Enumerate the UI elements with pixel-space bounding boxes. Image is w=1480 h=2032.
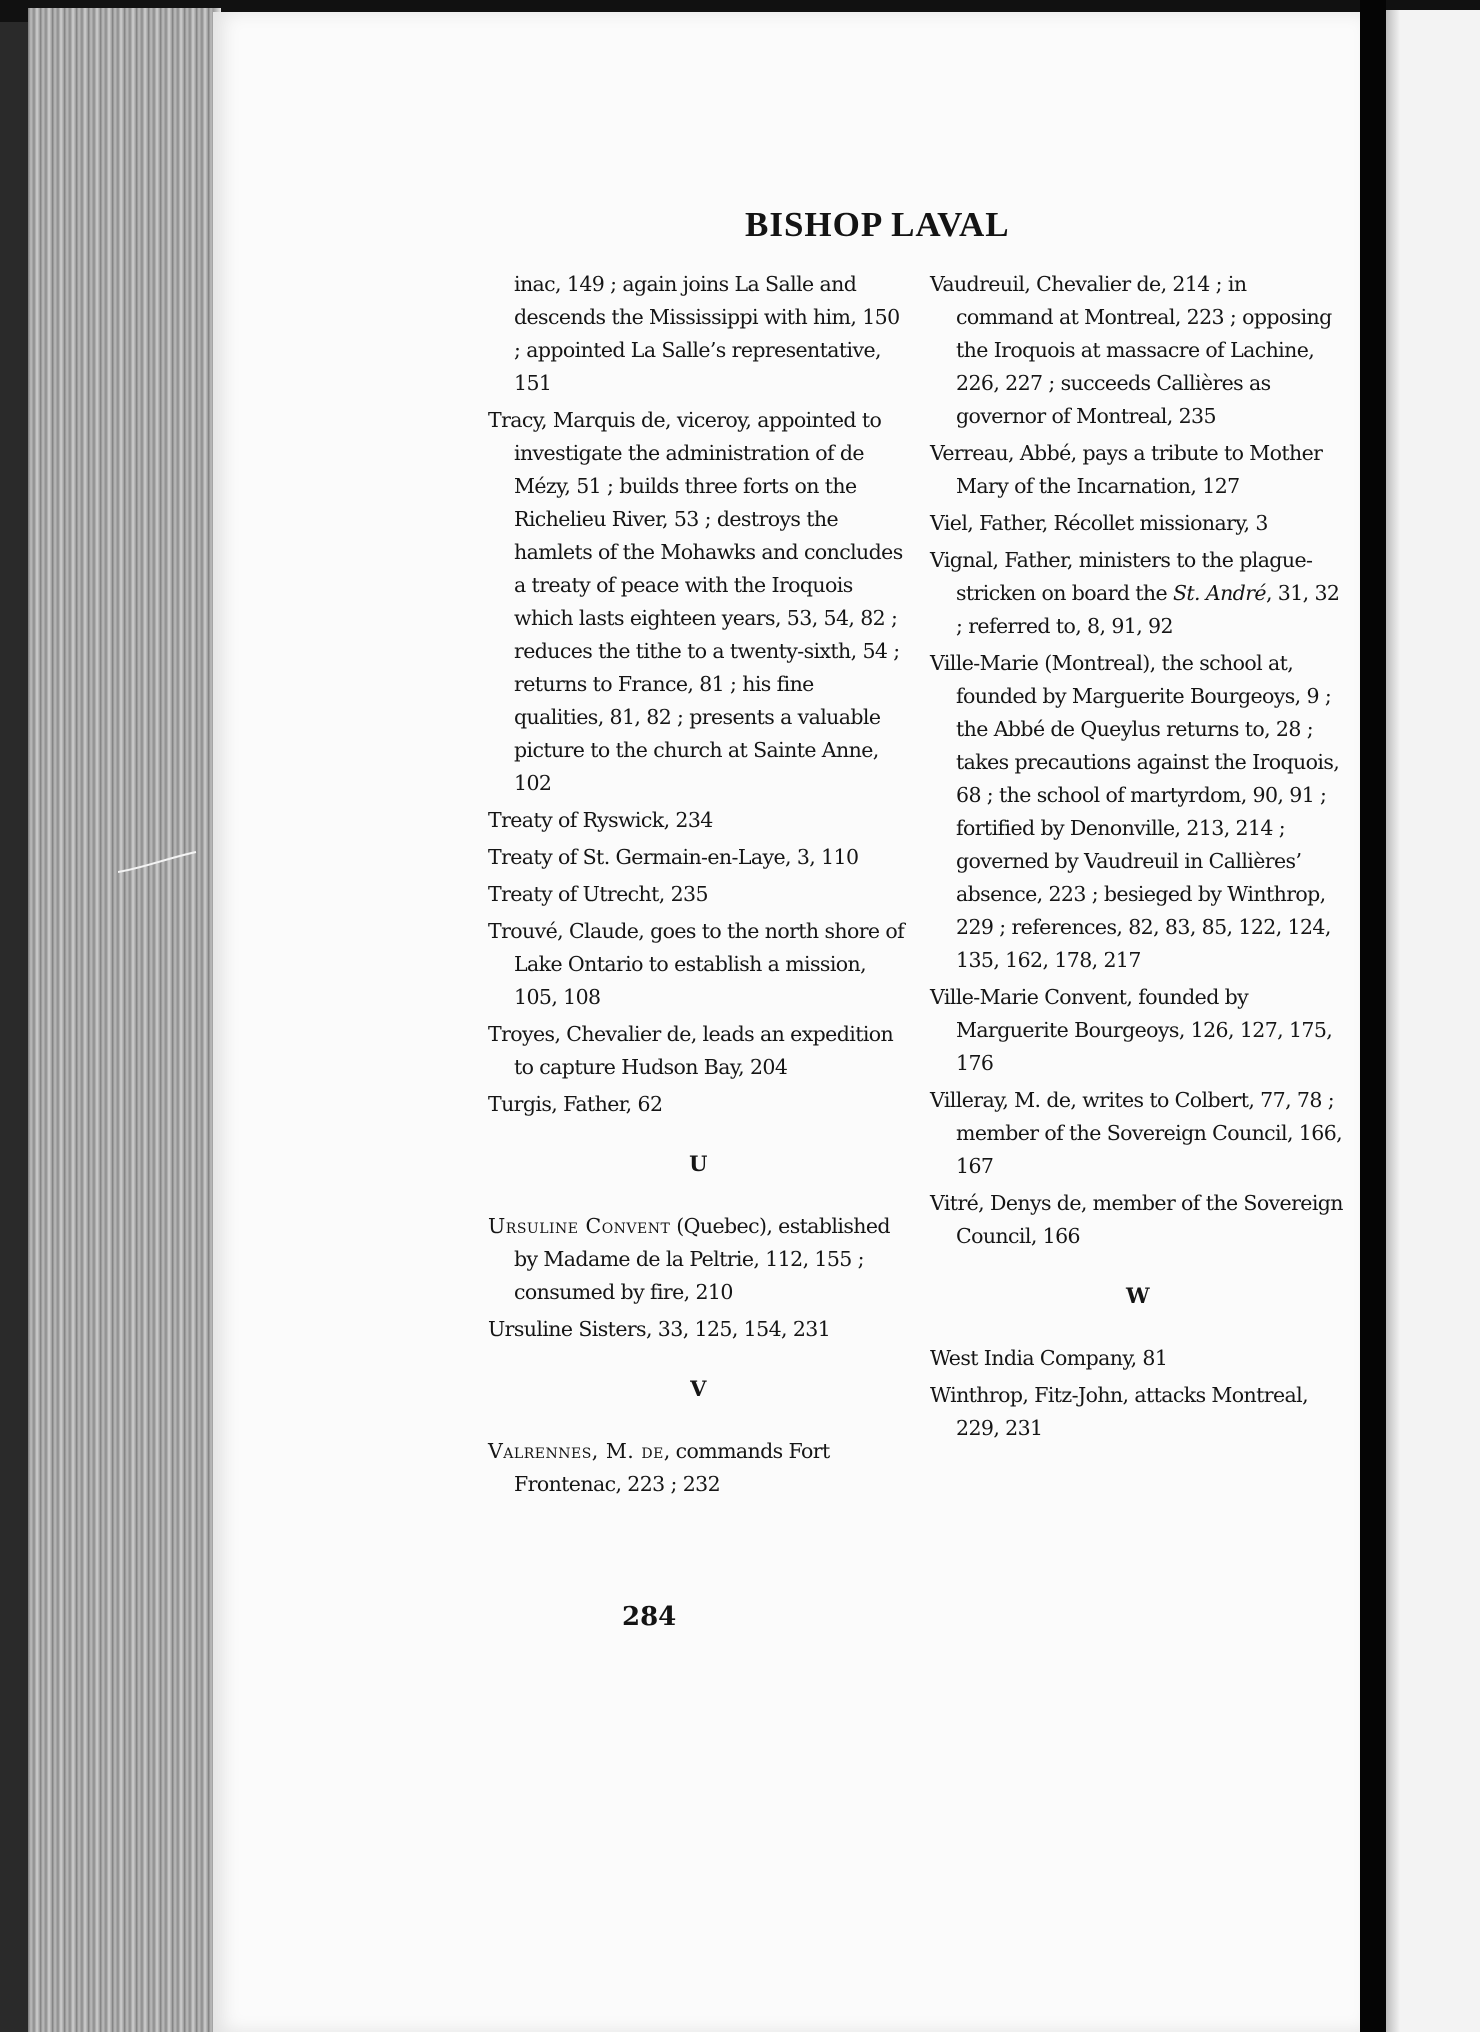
index-entry: Troyes, Chevalier de, leads an expedition to capture Hudson Bay, 204 bbox=[488, 1022, 894, 1079]
entry-heading: Valrennes, M. de bbox=[488, 1439, 664, 1463]
index-entry: inac, 149 ; again joins La Salle and descends the Mississippi with him, 150 ; appointed La Salle’s representative, 151 bbox=[514, 272, 900, 395]
index-entry: Viel, Father, Récollet missionary, 3 bbox=[930, 511, 1268, 535]
index-entry: Turgis, Father, 62 bbox=[488, 1092, 663, 1116]
index-entry: Treaty of Utrecht, 235 bbox=[488, 882, 708, 906]
facing-page-edge bbox=[1386, 10, 1480, 2032]
entry-heading: Ursuline Convent bbox=[488, 1214, 671, 1238]
index-entry bbox=[488, 1210, 908, 1309]
index-entry: Ville-Marie Convent, founded by Marguerite Bourgeoys, 126, 127, 175, 176 bbox=[930, 985, 1333, 1075]
index-column-left bbox=[488, 268, 908, 1505]
index-entry: Winthrop, Fitz-John, attacks Montreal, 229, 231 bbox=[930, 1383, 1309, 1440]
index-entry: West India Company, 81 bbox=[930, 1346, 1168, 1370]
index-entry: Ville-Marie (Montreal), the school at, founded by Marguerite Bourgeoys, 9 ; the Abbé de Queylus returns to, 28 ; takes precautions against the Iroquois, 68 ; the school of martyrdom, 90, 91 ; fortified by Denonville, 213, 214 ; governed by Vaudreuil in Callières’ absence, 223 ; besieged by Winthrop, 229 ; references, 82, 83, 85, 122, 124, 135, 162, 178, 217 bbox=[930, 651, 1340, 972]
index-entry: Vaudreuil, Chevalier de, 214 ; in command at Montreal, 223 ; opposing the Iroquois at massacre of Lachine, 226, 227 ; succeeds Callières as governor of Montreal, 235 bbox=[930, 272, 1332, 428]
running-head: BISHOP LAVAL bbox=[745, 205, 1010, 244]
index-entry bbox=[488, 1435, 908, 1501]
index-entry: Verreau, Abbé, pays a tribute to Mother Mary of the Incarnation, 127 bbox=[930, 441, 1323, 498]
index-column-right bbox=[930, 268, 1345, 1449]
ship-name: St. André bbox=[1172, 581, 1266, 605]
page-stack-edge bbox=[28, 8, 213, 2032]
index-entry: Vitré, Denys de, member of the Sovereign Council, 166 bbox=[930, 1191, 1343, 1248]
index-entry: Treaty of St. Germain-en-Laye, 3, 110 bbox=[488, 845, 859, 869]
entry-text: Vignal, Father, ministers to the plague-stricken on board the bbox=[930, 548, 1313, 605]
book-gutter bbox=[1360, 0, 1386, 2032]
index-entry: Trouvé, Claude, goes to the north shore of Lake Ontario to establish a mission, 105, 108 bbox=[488, 919, 905, 1009]
index-entry bbox=[930, 544, 1345, 643]
section-letter-w: W bbox=[1126, 1283, 1149, 1308]
entry-text: (Quebec), established by Madame de la Peltrie, 112, 155 ; consumed by fire, 210 bbox=[514, 1214, 890, 1304]
section-letter-v: V bbox=[690, 1376, 706, 1401]
index-entry: Ursuline Sisters, 33, 125, 154, 231 bbox=[488, 1317, 831, 1341]
page-number: 284 bbox=[622, 1602, 677, 1632]
index-entry: Tracy, Marquis de, viceroy, appointed to investigate the administration of de Mézy, 51 ; builds three forts on the Richelieu River, 53 ; destroys the hamlets of the Mohawks and concludes a treaty of peace with the Iroquois which lasts eighteen years, 53, 54, 82 ; reduces the tithe to a twenty-sixth, 54 ; returns to France, 81 ; his fine qualities, 81, 82 ; presents a valuable picture to the church at Sainte Anne, 102 bbox=[488, 408, 903, 795]
index-entry: Villeray, M. de, writes to Colbert, 77, 78 ; member of the Sovereign Council, 166, 167 bbox=[930, 1088, 1343, 1178]
entry-text: , 31, 32 ; referred to, 8, 91, 92 bbox=[956, 581, 1340, 638]
scan-scratch-mark bbox=[118, 850, 198, 874]
index-entry: Treaty of Ryswick, 234 bbox=[488, 808, 713, 832]
section-letter-u: U bbox=[689, 1151, 707, 1176]
entry-text: , commands Fort Frontenac, 223 ; 232 bbox=[514, 1439, 830, 1496]
